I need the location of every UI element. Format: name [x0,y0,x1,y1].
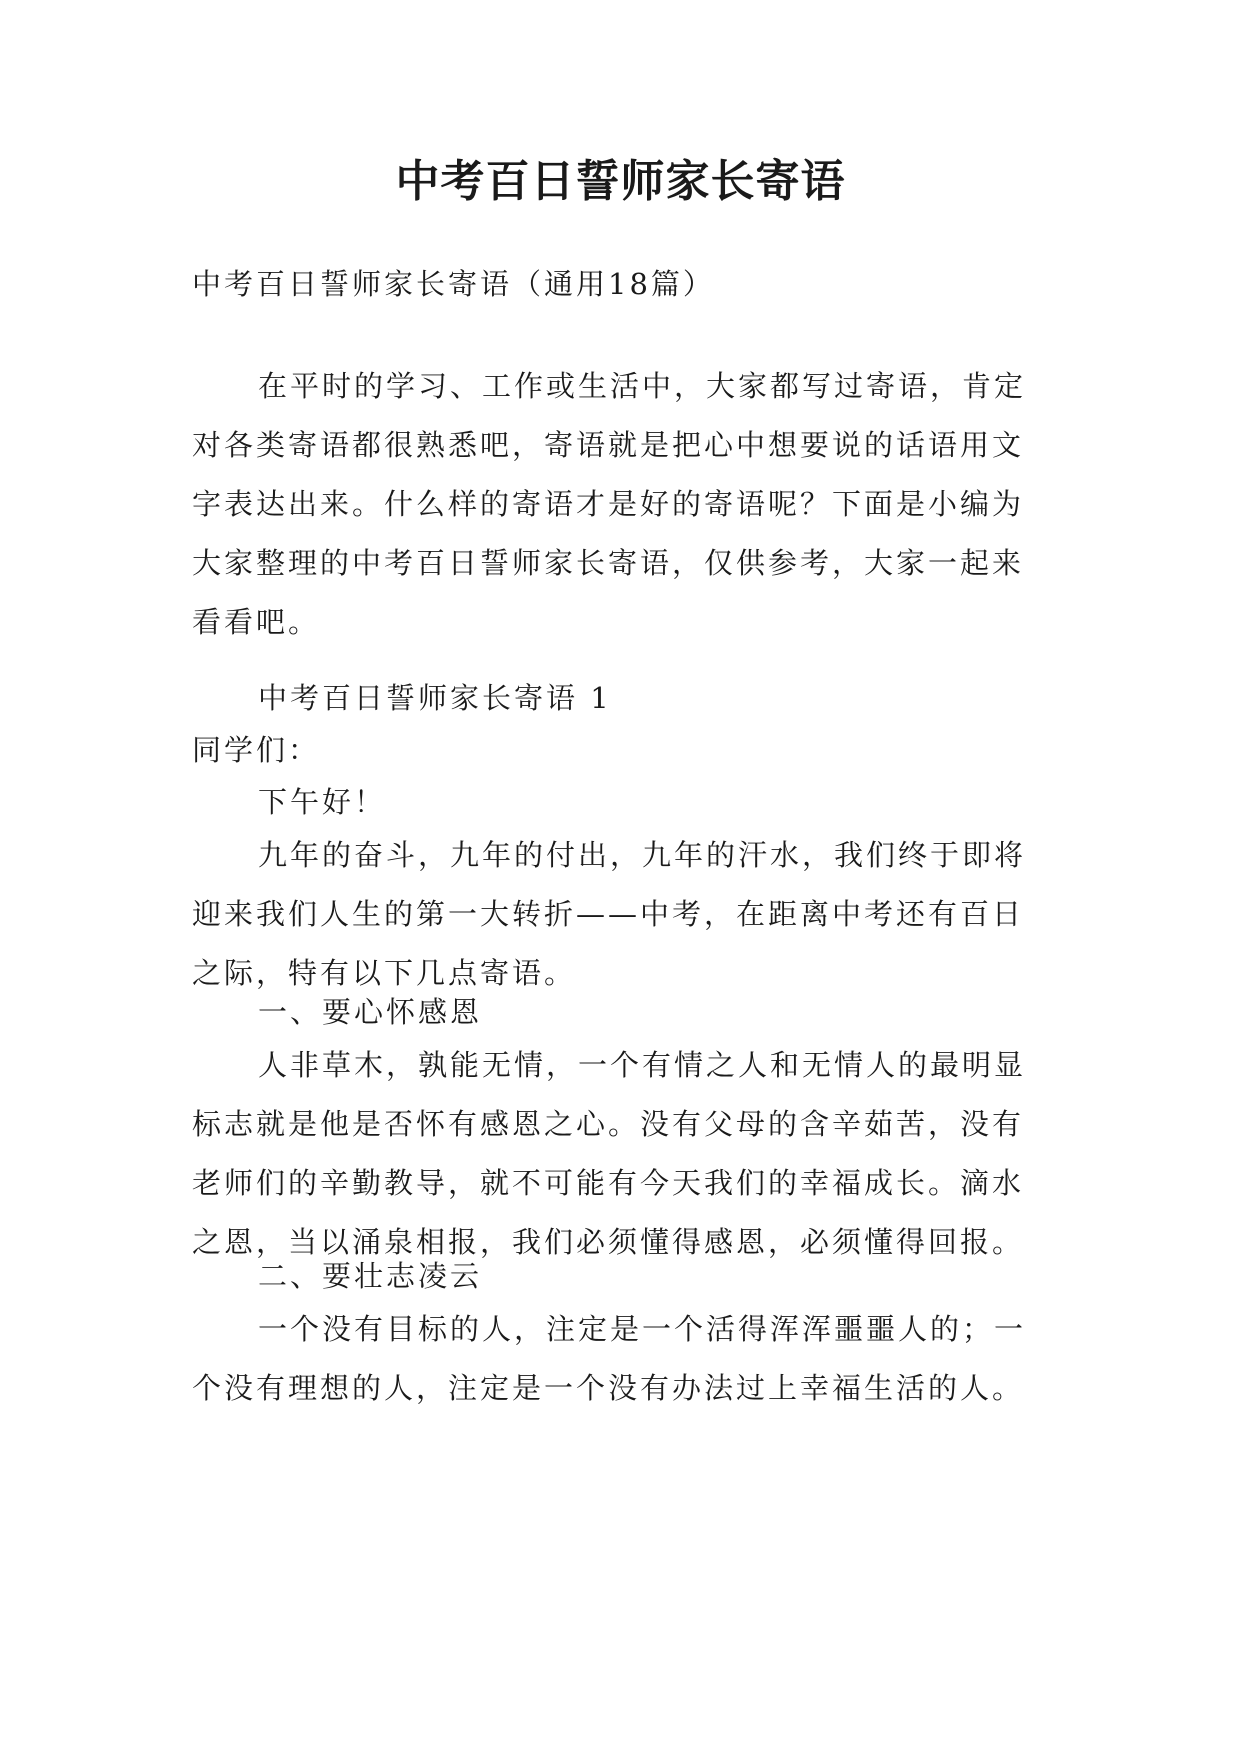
intro-line: 看看吧。 [192,605,321,639]
paragraph-line: 个没有理想的人，注定是一个没有办法过上幸福生活的人。 [192,1371,1025,1405]
greeting [192,773,1072,832]
point-heading-line: 一、要心怀感恩 [258,995,483,1029]
salutation-line: 同学们： [192,733,321,767]
point-1-heading [192,983,1072,1042]
paragraph-line: 九年的奋斗，九年的付出，九年的汗水，我们终于即将 [258,838,1027,872]
point-heading-line: 二、要壮志凌云 [258,1259,483,1293]
paragraph-line: 人非草木，孰能无情，一个有情之人和无情人的最明显 [258,1048,1027,1082]
document-title: 中考百日誓师家长寄语 [395,156,846,207]
section-heading [192,669,1072,728]
salutation [192,721,1072,780]
body-paragraph-1 [192,826,1072,1003]
document-subtitle [192,255,1072,314]
subtitle-line: 中考百日誓师家长寄语（通用18篇） [192,267,715,301]
paragraph-line: 迎来我们人生的第一大转折——中考，在距离中考还有百日 [192,897,1025,931]
section-heading-line: 中考百日誓师家长寄语 1 [258,681,612,715]
point-2-body [192,1300,1072,1418]
intro-line: 字表达出来。什么样的寄语才是好的寄语呢？下面是小编为 [192,487,1025,521]
paragraph-line: 之际，特有以下几点寄语。 [192,956,577,990]
intro-line: 大家整理的中考百日誓师家长寄语，仅供参考，大家一起来 [192,546,1025,580]
greeting-line: 下午好！ [258,785,387,819]
paragraph-line: 老师们的辛勤教导，就不可能有今天我们的幸福成长。滴水 [192,1166,1025,1200]
intro-paragraph [192,357,1072,652]
intro-line: 在平时的学习、工作或生活中，大家都写过寄语，肯定 [258,369,1027,403]
point-2-heading [192,1247,1072,1306]
paragraph-line: 之恩，当以涌泉相报，我们必须懂得感恩，必须懂得回报。 [192,1225,1025,1259]
intro-line: 对各类寄语都很熟悉吧，寄语就是把心中想要说的话语用文 [192,428,1025,462]
paragraph-line: 标志就是他是否怀有感恩之心。没有父母的含辛茹苦，没有 [192,1107,1025,1141]
paragraph-line: 一个没有目标的人，注定是一个活得浑浑噩噩人的；一 [258,1312,1027,1346]
point-1-body [192,1036,1072,1272]
